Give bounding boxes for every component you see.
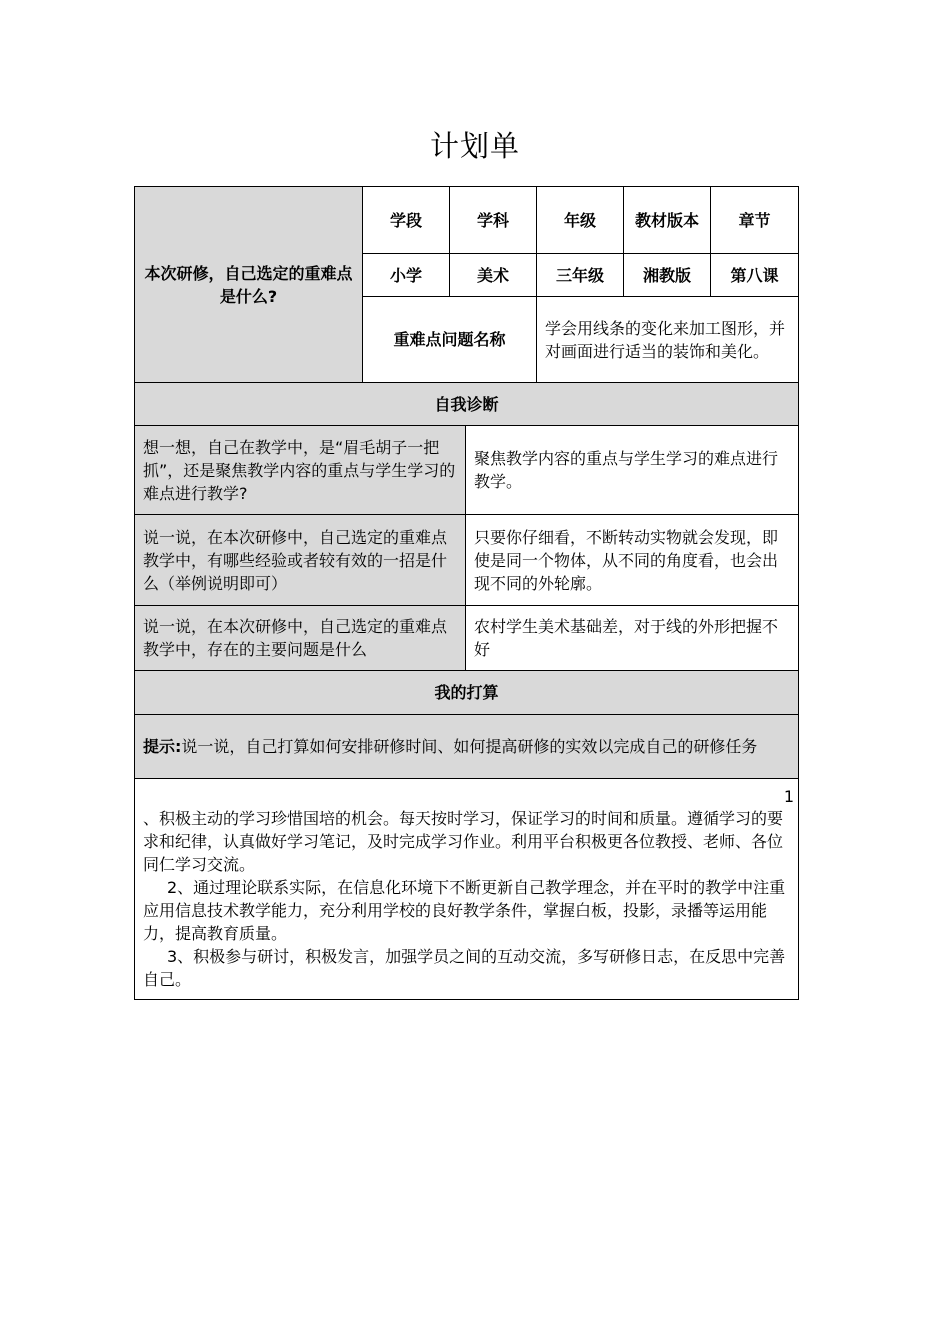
value-chapter: 第八课	[711, 254, 799, 297]
header-chapter: 章节	[711, 187, 799, 254]
value-textbook-edition: 湘教版	[624, 254, 711, 297]
diagnosis-question-2: 说一说，在本次研修中，自己选定的重难点教学中，有哪些经验或者较有效的一招是什么（举例说明即可）	[135, 515, 466, 606]
main-question-cell: 本次研修，自己选定的重难点是什么?	[135, 187, 363, 383]
plan-paragraph-1: 、积极主动的学习珍惜国培的机会。每天按时学习，保证学习的时间和质量。遵循学习的要求和纪律，认真做好学习笔记，及时完成学习作业。利用平台积极更各位教授、老师、各位同仁学习交流。	[143, 809, 784, 874]
plan-hint-label: 提示:	[143, 737, 182, 756]
plan-table	[134, 186, 799, 1000]
plan-body	[135, 779, 799, 1000]
diagnosis-answer-2: 只要你仔细看，不断转动实物就会发现，即使是同一个物体，从不同的角度看，也会出现不同的外轮廓。	[466, 515, 799, 606]
diagnosis-answer-1: 聚焦教学内容的重点与学生学习的难点进行教学。	[466, 426, 799, 515]
value-subject: 美术	[450, 254, 537, 297]
plan-paragraph-3: 3、积极参与研讨，积极发言，加强学员之间的互动交流，多写研修日志，在反思中完善自己。	[143, 947, 786, 989]
my-plan-heading: 我的打算	[135, 671, 799, 715]
diagnosis-question-3: 说一说，在本次研修中，自己选定的重难点教学中，存在的主要问题是什么	[135, 606, 466, 671]
focus-value: 学会用线条的变化来加工图形，并对画面进行适当的装饰和美化。	[537, 297, 799, 383]
page-number: 1	[783, 787, 795, 806]
diagnosis-question-1: 想一想，自己在教学中，是“眉毛胡子一把抓”，还是聚焦教学内容的重点与学生学习的难点进行教学?	[135, 426, 466, 515]
header-stage: 学段	[363, 187, 450, 254]
self-diagnosis-heading: 自我诊断	[135, 383, 799, 426]
plan-hint-text: 说一说，自己打算如何安排研修时间、如何提高研修的实效以完成自己的研修任务	[181, 737, 758, 756]
page-title: 计划单	[429, 129, 520, 163]
header-textbook-edition: 教材版本	[624, 187, 711, 254]
plan-hint	[135, 715, 799, 779]
value-grade: 三年级	[537, 254, 624, 297]
focus-label: 重难点问题名称	[363, 297, 537, 383]
plan-paragraph-2: 2、通过理论联系实际，在信息化环境下不断更新自己教学理念，并在平时的教学中注重应用信息技术教学能力，充分利用学校的良好教学条件，掌握白板，投影，录播等运用能力，提高教育质量。	[143, 878, 786, 943]
diagnosis-answer-3: 农村学生美术基础差，对于线的外形把握不好	[466, 606, 799, 671]
value-stage: 小学	[363, 254, 450, 297]
header-grade: 年级	[537, 187, 624, 254]
header-subject: 学科	[450, 187, 537, 254]
